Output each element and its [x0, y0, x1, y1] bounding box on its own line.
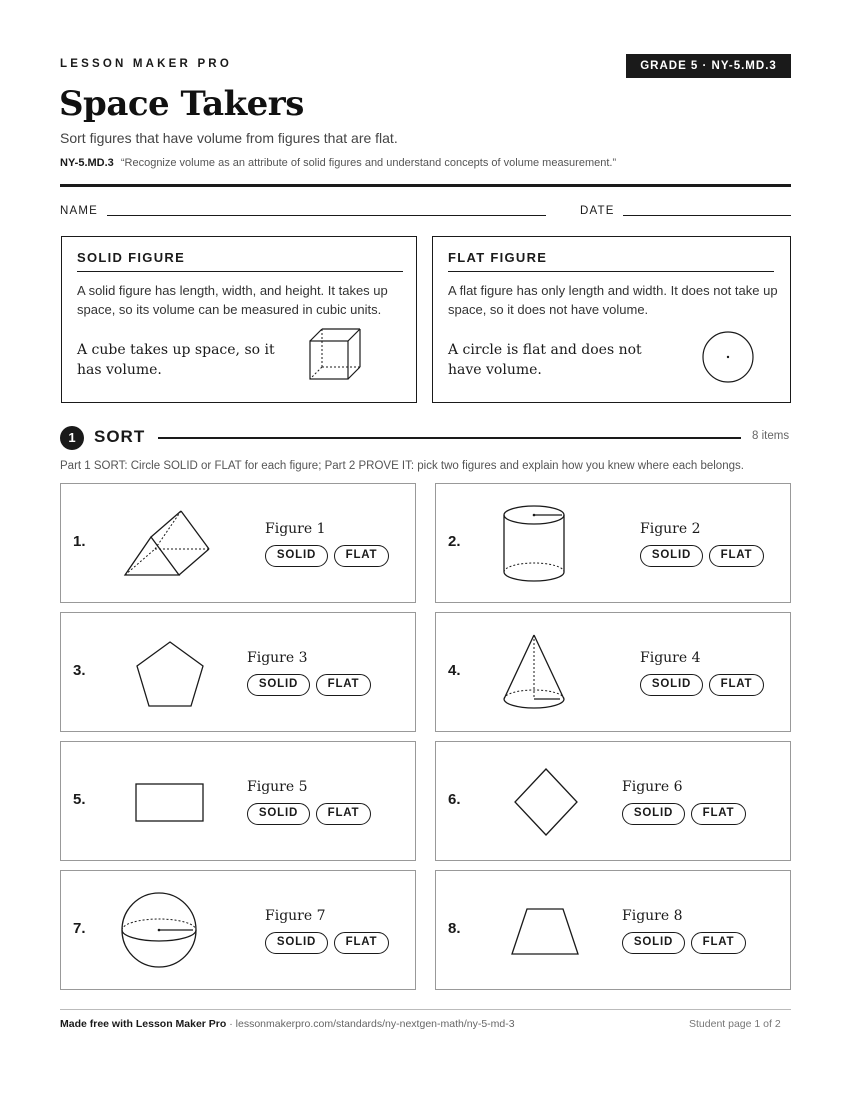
standard-code: NY-5.MD.3 — [60, 157, 114, 169]
flat-option[interactable]: FLAT — [691, 803, 746, 825]
item-number: 3. — [73, 662, 86, 679]
item-number: 8. — [448, 920, 461, 937]
solid-figure-definition — [61, 236, 417, 403]
flat-figure-example: A circle is flat and does not have volume. — [448, 342, 642, 378]
item-card-1 — [60, 483, 416, 603]
rectangle-icon — [135, 783, 205, 823]
solid-option[interactable]: SOLID — [640, 545, 703, 567]
pentagon-icon — [135, 640, 205, 708]
section-divider — [158, 437, 741, 439]
flat-figure-heading: FLAT FIGURE — [448, 250, 774, 272]
solid-figure-body: A solid figure has length, width, and height. It takes up space, so its volume can be measured in cubic units. — [77, 283, 388, 317]
figure-label: Figure 2 — [640, 521, 701, 537]
figure-label: Figure 7 — [265, 908, 326, 924]
item-number: 2. — [448, 533, 461, 550]
section-title: SORT — [94, 427, 146, 446]
item-card-8 — [435, 870, 791, 990]
item-number: 4. — [448, 662, 461, 679]
cube-icon — [308, 327, 364, 383]
item-card-6 — [435, 741, 791, 861]
triangular-prism-icon — [123, 509, 213, 579]
solid-option[interactable]: SOLID — [265, 545, 328, 567]
solid-option[interactable]: SOLID — [247, 674, 310, 696]
footer-divider — [60, 1009, 791, 1010]
footer-url[interactable]: · lessonmakerpro.com/standards/ny-nextgen-math/ny-5-md-3 — [226, 1018, 515, 1030]
solid-figure-heading: SOLID FIGURE — [77, 250, 403, 272]
grade-badge: GRADE 5 · NY-5.MD.3 — [626, 54, 791, 78]
solid-option[interactable]: SOLID — [640, 674, 703, 696]
header-divider — [60, 184, 791, 187]
footer-credit — [60, 1018, 515, 1030]
flat-option[interactable]: FLAT — [334, 932, 389, 954]
footer-page-number: Student page 1 of 2 — [689, 1018, 781, 1030]
circle-icon — [701, 330, 755, 384]
section-item-count: 8 items — [752, 430, 790, 442]
solid-option[interactable]: SOLID — [247, 803, 310, 825]
figure-label: Figure 5 — [247, 779, 308, 795]
figure-label: Figure 8 — [622, 908, 683, 924]
item-card-7 — [60, 870, 416, 990]
figure-label: Figure 3 — [247, 650, 308, 666]
item-card-3 — [60, 612, 416, 732]
solid-option[interactable]: SOLID — [265, 932, 328, 954]
date-label: DATE — [580, 205, 615, 217]
cone-icon — [502, 633, 566, 713]
flat-option[interactable]: FLAT — [316, 674, 371, 696]
page-title: Space Takers — [59, 84, 304, 124]
flat-figure-definition — [432, 236, 791, 403]
brand-name: LESSON MAKER PRO — [60, 58, 232, 70]
flat-figure-body: A flat figure has only length and width. It does not take up space, so it does not have volume. — [448, 283, 778, 317]
date-field[interactable] — [623, 215, 791, 216]
figure-label: Figure 6 — [622, 779, 683, 795]
figure-label: Figure 1 — [265, 521, 326, 537]
solid-figure-example: A cube takes up space, so it has volume. — [77, 342, 275, 378]
solid-option[interactable]: SOLID — [622, 803, 685, 825]
section-instructions: Part 1 SORT: Circle SOLID or FLAT for each figure; Part 2 PROVE IT: pick two figures and explain how you knew where each belongs. — [60, 460, 744, 472]
item-card-4 — [435, 612, 791, 732]
flat-option[interactable]: FLAT — [316, 803, 371, 825]
flat-option[interactable]: FLAT — [709, 545, 764, 567]
standard-text: “Recognize volume as an attribute of solid figures and understand concepts of volume measurement.” — [120, 157, 617, 169]
flat-option[interactable]: FLAT — [709, 674, 764, 696]
standard-line — [60, 157, 616, 169]
figure-label: Figure 4 — [640, 650, 701, 666]
solid-option[interactable]: SOLID — [622, 932, 685, 954]
flat-option[interactable]: FLAT — [691, 932, 746, 954]
name-label: NAME — [60, 205, 99, 217]
item-card-2 — [435, 483, 791, 603]
trapezoid-icon — [510, 908, 580, 956]
item-number: 6. — [448, 791, 461, 808]
cylinder-icon — [502, 504, 566, 584]
sphere-icon — [121, 891, 199, 969]
section-number: 1 — [60, 426, 84, 450]
item-card-5 — [60, 741, 416, 861]
item-number: 5. — [73, 791, 86, 808]
footer-made-with: Made free with Lesson Maker Pro — [60, 1018, 227, 1030]
item-number: 1. — [73, 533, 86, 550]
item-number: 7. — [73, 920, 86, 937]
rhombus-icon — [514, 768, 578, 836]
page-subtitle: Sort figures that have volume from figures that are flat. — [60, 130, 398, 146]
name-field[interactable] — [107, 215, 546, 216]
flat-option[interactable]: FLAT — [334, 545, 389, 567]
